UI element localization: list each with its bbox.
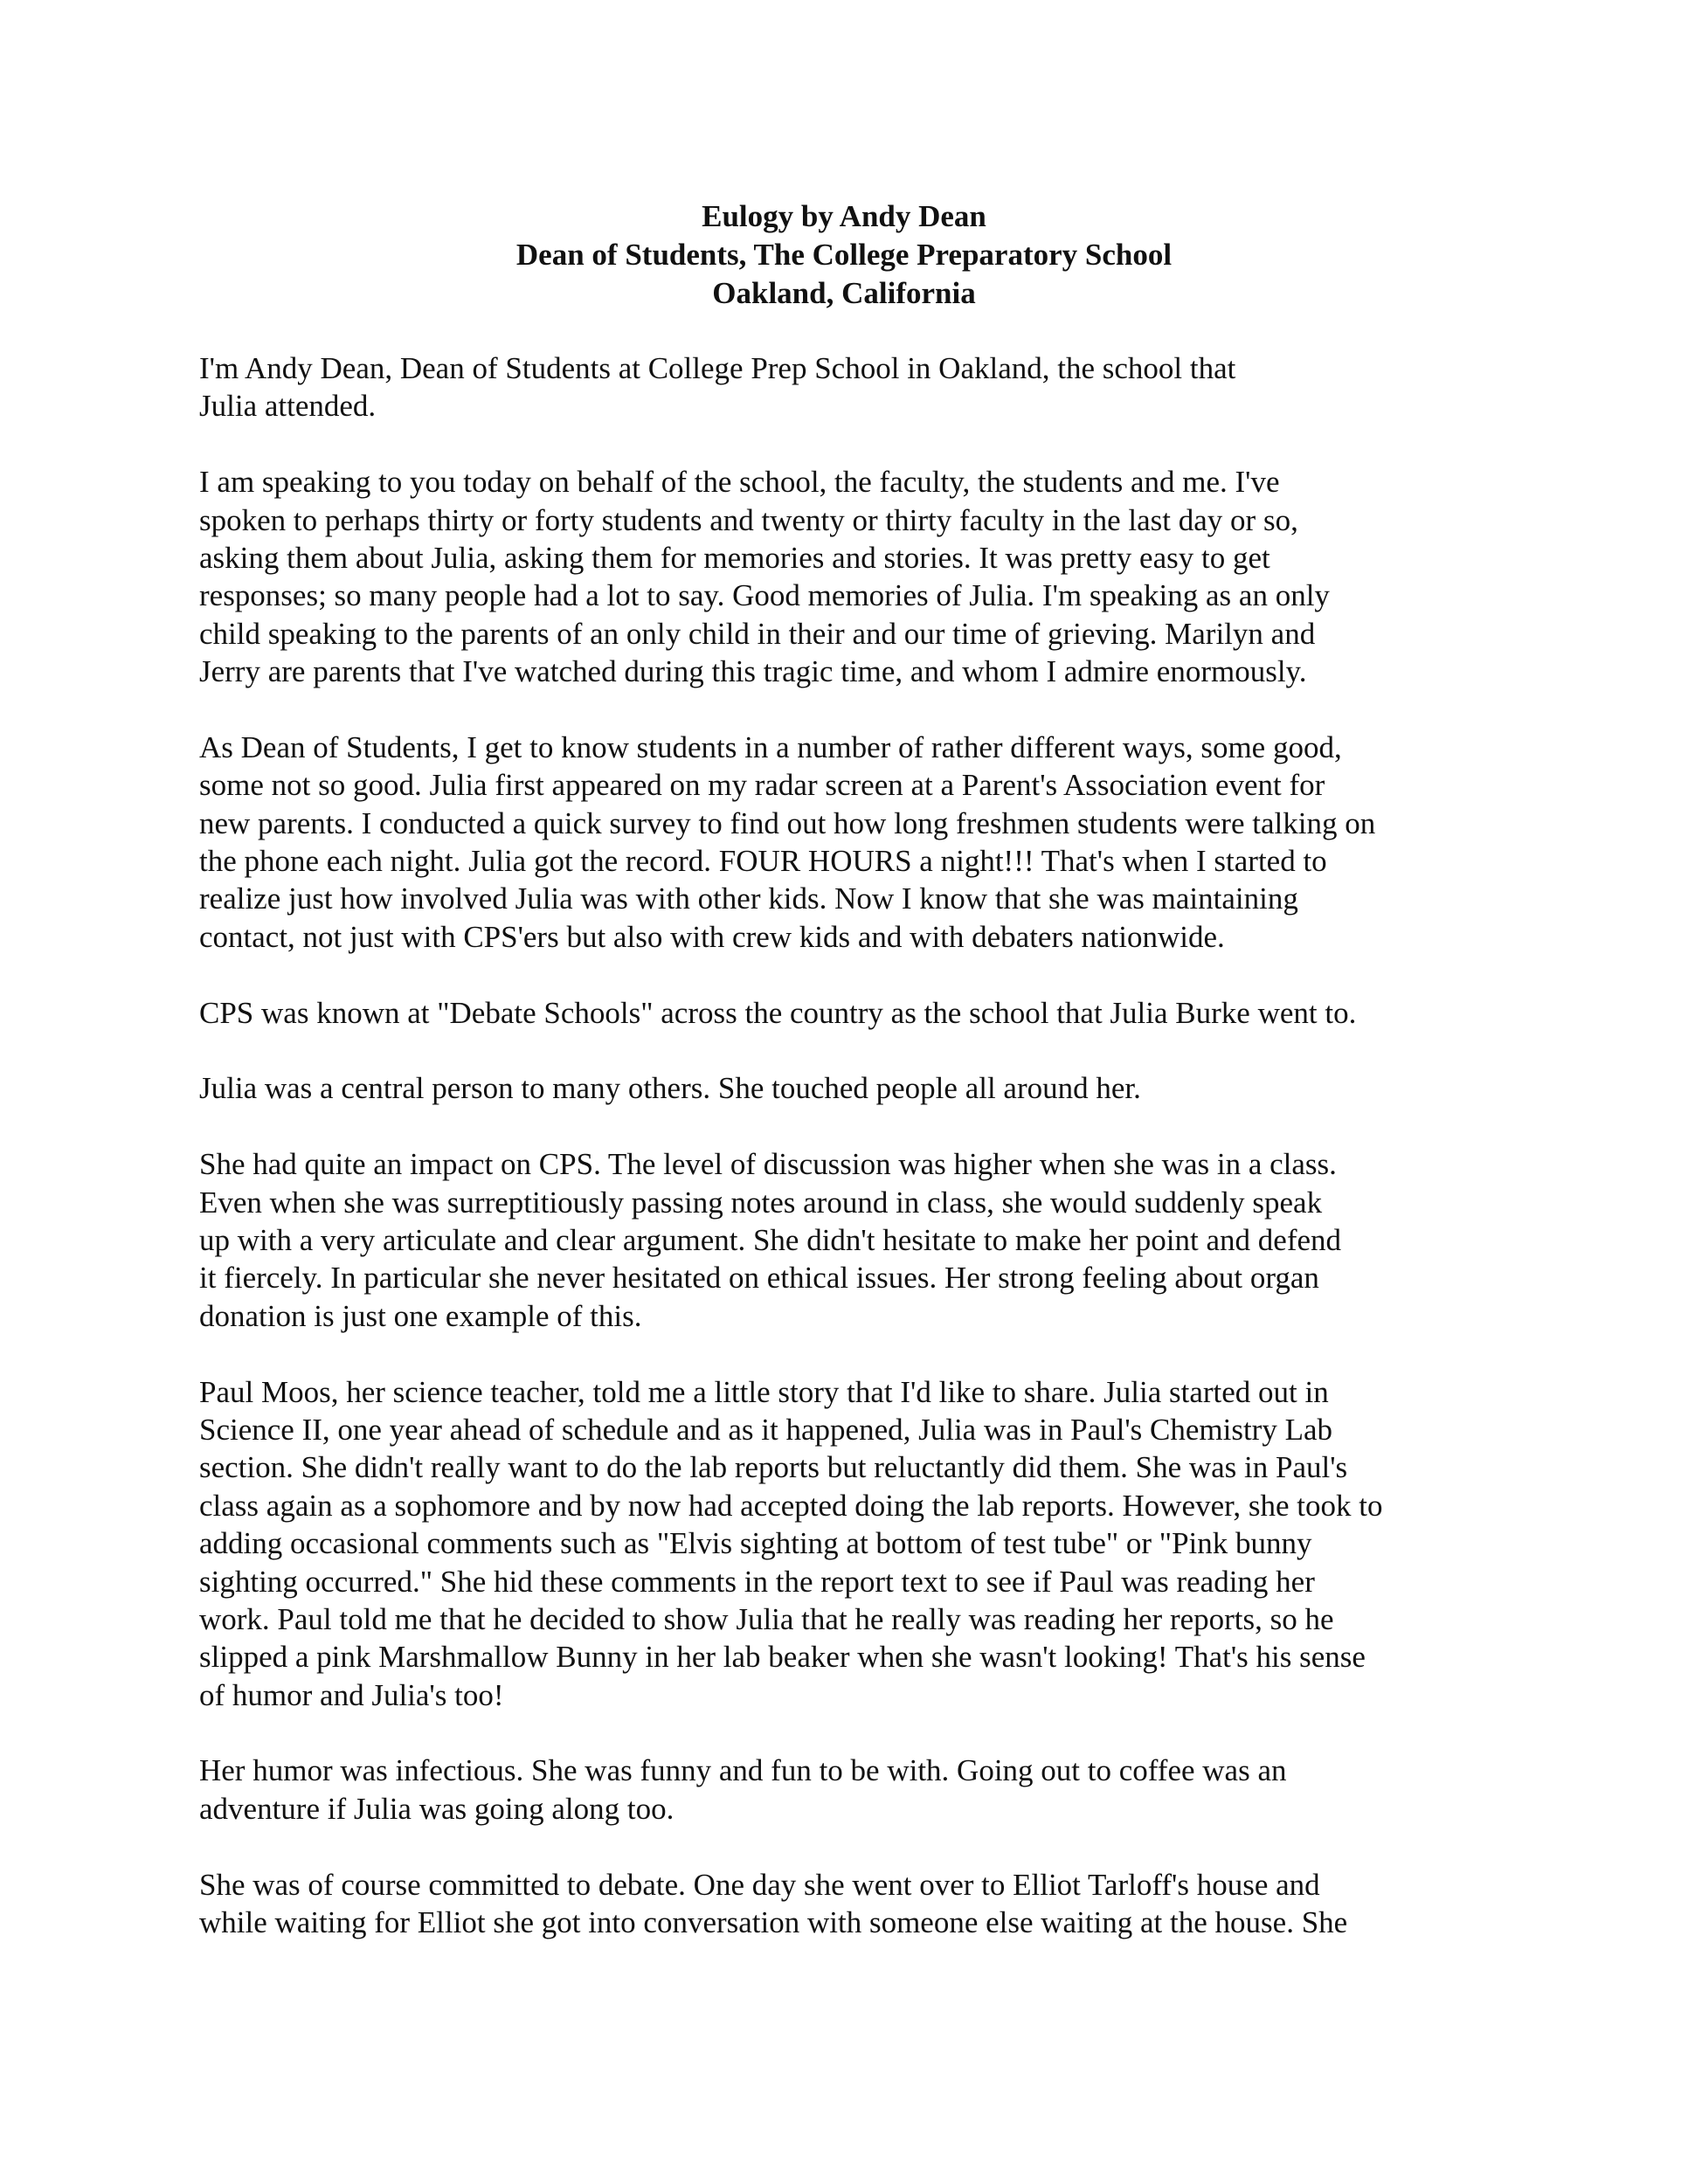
text-line: contact, not just with CPS'ers but also with crew kids and with debaters nationwide. bbox=[199, 919, 1225, 954]
text-line: Even when she was surreptitiously passing notes around in class, she would suddenly speak bbox=[199, 1185, 1323, 1220]
paragraph bbox=[199, 1752, 1501, 1828]
paragraph bbox=[199, 994, 1501, 1032]
paragraph bbox=[199, 349, 1501, 425]
text-line: realize just how involved Julia was with other kids. Now I know that she was maintaining bbox=[199, 881, 1298, 916]
text-line: donation is just one example of this. bbox=[199, 1298, 642, 1333]
text-line: Jerry are parents that I've watched during this tragic time, and whom I admire enormously. bbox=[199, 654, 1307, 689]
paragraph bbox=[199, 729, 1501, 956]
text-line: I'm Andy Dean, Dean of Students at College Prep School in Oakland, the school that bbox=[199, 351, 1236, 385]
text-line: adding occasional comments such as "Elvis sighting at bottom of test tube" or "Pink bunny bbox=[199, 1526, 1312, 1561]
text-line: She was of course committed to debate. One day she went over to Elliot Tarloff's house and bbox=[199, 1867, 1320, 1902]
text-line: new parents. I conducted a quick survey to find out how long freshmen students were talking on bbox=[199, 805, 1376, 840]
paragraph bbox=[199, 1145, 1501, 1335]
text-line: while waiting for Elliot she got into conversation with someone else waiting at the house. She bbox=[199, 1905, 1348, 1940]
text-line: Julia attended. bbox=[199, 389, 377, 424]
text-line: Her humor was infectious. She was funny and fun to be with. Going out to coffee was an bbox=[199, 1753, 1287, 1788]
paragraph bbox=[199, 463, 1501, 690]
text-line: adventure if Julia was going along too. bbox=[199, 1791, 675, 1826]
text-line: up with a very articulate and clear argument. She didn't hesitate to make her point and defend bbox=[199, 1222, 1342, 1257]
text-line: As Dean of Students, I get to know students in a number of rather different ways, some good, bbox=[199, 729, 1342, 764]
paragraph bbox=[199, 1373, 1501, 1715]
text-line: I am speaking to you today on behalf of the school, the faculty, the students and me. I've bbox=[199, 465, 1280, 500]
text-line: class again as a sophomore and by now had accepted doing the lab reports. However, she took to bbox=[199, 1488, 1383, 1523]
location: Oakland, California bbox=[712, 276, 976, 310]
text-line: some not so good. Julia first appeared on my radar screen at a Parent's Association event for bbox=[199, 768, 1325, 803]
speaker-role: Dean of Students, The College Preparatory School bbox=[515, 238, 1173, 272]
text-line: slipped a pink Marshmallow Bunny in her lab beaker when she wasn't looking! That's his sense bbox=[199, 1640, 1366, 1675]
text-line: sighting occurred." She hid these comments in the report text to see if Paul was reading her bbox=[199, 1564, 1315, 1599]
paragraph bbox=[199, 1866, 1501, 1942]
text-line: responses; so many people had a lot to say. Good memories of Julia. I'm speaking as an only bbox=[199, 578, 1330, 613]
text-line: Julia was a central person to many others. She touched people all around her. bbox=[199, 1071, 1141, 1106]
text-line: CPS was known at "Debate Schools" across the country as the school that Julia Burke went to. bbox=[199, 995, 1357, 1030]
text-line: of humor and Julia's too! bbox=[199, 1677, 504, 1712]
paragraph bbox=[199, 1069, 1501, 1107]
text-line: the phone each night. Julia got the record. FOUR HOURS a night!!! That's when I started to bbox=[199, 844, 1327, 879]
text-line: spoken to perhaps thirty or forty students and twenty or thirty faculty in the last day or so, bbox=[199, 502, 1298, 537]
text-line: Science II, one year ahead of schedule and as it happened, Julia was in Paul's Chemistry Lab bbox=[199, 1412, 1332, 1447]
text-line: Paul Moos, her science teacher, told me a little story that I'd like to share. Julia started out in bbox=[199, 1374, 1329, 1409]
text-line: She had quite an impact on CPS. The level of discussion was higher when she was in a class. bbox=[199, 1147, 1337, 1182]
title: Eulogy by Andy Dean bbox=[702, 199, 986, 233]
text-line: section. She didn't really want to do the lab reports but reluctantly did them. She was in Paul's bbox=[199, 1450, 1348, 1485]
eulogy-body bbox=[199, 349, 1501, 1941]
text-line: child speaking to the parents of an only child in their and our time of grieving. Marilyn and bbox=[199, 616, 1316, 651]
document-header bbox=[0, 197, 1688, 313]
text-line: asking them about Julia, asking them for memories and stories. It was pretty easy to get bbox=[199, 540, 1270, 575]
text-line: work. Paul told me that he decided to show Julia that he really was reading her reports, so he bbox=[199, 1601, 1334, 1636]
text-line: it fiercely. In particular she never hesitated on ethical issues. Her strong feeling about organ bbox=[199, 1261, 1319, 1296]
